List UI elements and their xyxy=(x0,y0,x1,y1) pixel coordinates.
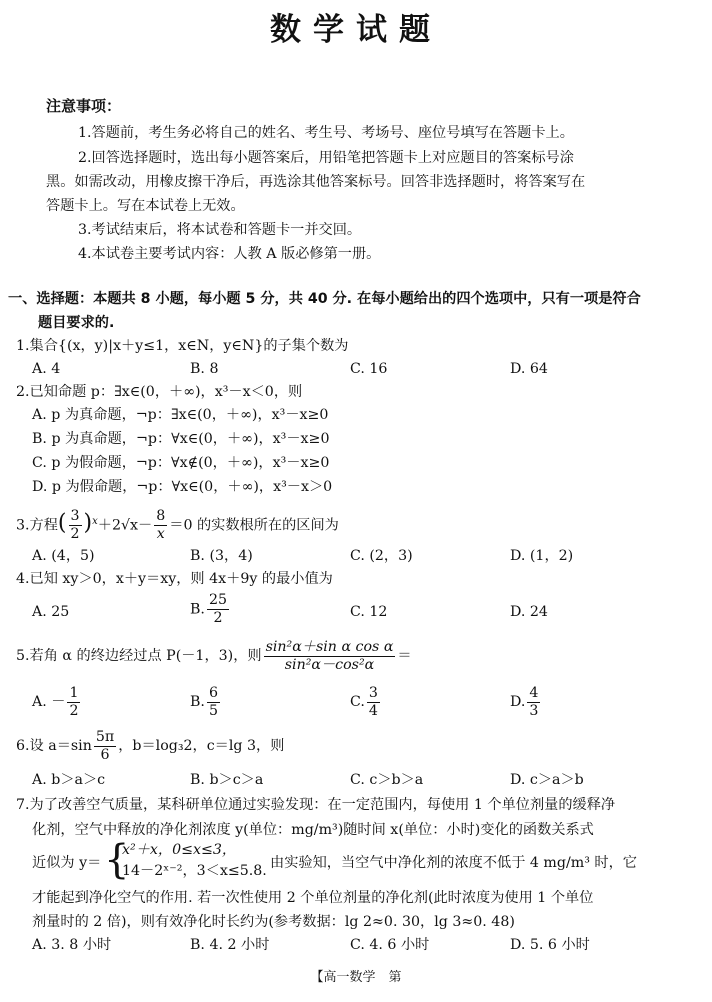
q4-option-c: C. 12 xyxy=(350,604,388,620)
q3-option-a: A. (4，5) xyxy=(32,548,95,564)
section-heading: 一、选择题：本题共 8 小题，每小题 5 分，共 40 分. 在每小题给出的四个选项中，只有一项是符合 xyxy=(8,291,641,307)
question-7-line-2: 化剂，空气中释放的净化剂浓度 y(单位：mg/m³)随时间 x(单位：小时)变化的函数关系式 xyxy=(32,822,594,838)
q6-option-b: B. b＞c＞a xyxy=(190,772,264,788)
question-7-line-5: 剂量时的 2 倍)，则有效净化时长约为(参考数据：lg 2≈0. 30，lg 3≈0. 48) xyxy=(32,914,515,930)
notice-item-2-cont2: 答题卡上。写在本试卷上无效。 xyxy=(46,198,245,214)
q2-option-b: B. p 为真命题，¬p：∀x∈(0，＋∞)，x³－x≥0 xyxy=(32,431,330,447)
question-5-stem: 5.若角 α 的终边经过点 P(－1，3)，则 $\frac{\text{sin²α＋sin α cos α}}{\text{sin²α－cos²α}}$ ＝ xyxy=(16,638,412,673)
question-3-stem: 3.方程( $\frac{3}{2}$ )$^x$＋2√x－ $\frac{8}{x}$ ＝0 的实数根所在的区间为 xyxy=(16,508,339,543)
question-2-stem: 2.已知命题 p：∃x∈(0，＋∞)，x³－x＜0，则 xyxy=(16,384,303,400)
q3-option-d: D. (1，2) xyxy=(510,548,574,564)
q3-middle: ＋2√x－ xyxy=(97,517,153,534)
q5-option-d: D. $\frac{4}{3}$ xyxy=(510,684,539,719)
page-footer: 【高一数学 第 xyxy=(310,970,402,985)
notice-item-3: 3.考试结束后，将本试卷和答题卡一并交回。 xyxy=(78,222,362,238)
q3-option-c: C. (2，3) xyxy=(350,548,413,564)
q3-exponent: x xyxy=(92,516,98,527)
q5-option-a: A. － $\frac{1}{2}$ xyxy=(32,684,79,719)
q6-option-d: D. c＞a＞b xyxy=(510,772,584,788)
q3-suffix: ＝0 的实数根所在的区间为 xyxy=(169,517,339,534)
q1-option-d: D. 64 xyxy=(510,361,548,377)
q3-base-fraction: $\frac{3}{2}$ xyxy=(70,508,80,543)
q3-option-b: B. (3，4) xyxy=(190,548,253,564)
piecewise-brace: { xyxy=(104,837,130,883)
notice-item-1: 1.答题前，考生务必将自己的姓名、考生号、考场号、座位号填写在答题卡上。 xyxy=(78,125,574,141)
question-7-line-4: 才能起到净化空气的作用. 若一次性使用 2 个单位剂量的净化剂(此时浓度为使用 1 个单位 xyxy=(32,890,594,906)
q5-fraction: $\frac{\text{sin²α＋sin α cos α}}{\text{sin²α－cos²α}}$ xyxy=(265,638,394,673)
q7-option-d: D. 5. 6 小时 xyxy=(510,937,590,953)
q7-option-c: C. 4. 6 小时 xyxy=(350,937,430,953)
q7-option-a: A. 3. 8 小时 xyxy=(32,937,112,953)
q4-option-d: D. 24 xyxy=(510,604,548,620)
q6-option-c: C. c＞b＞a xyxy=(350,772,424,788)
q5-option-c: C. $\frac{3}{4}$ xyxy=(350,684,378,719)
q7-option-b: B. 4. 2 小时 xyxy=(190,937,270,953)
page-title: 数学试题 xyxy=(270,12,442,48)
piecewise-case-2: 14－2ˣ⁻²，3＜x≤5.8. xyxy=(122,863,267,879)
notice-item-4: 4.本试卷主要考试内容：人教 A 版必修第一册。 xyxy=(78,246,381,262)
piecewise-case-1: x²＋x，0≤x≤3， xyxy=(122,842,237,858)
section-heading-cont: 题目要求的. xyxy=(38,315,115,331)
q1-option-a: A. 4 xyxy=(32,361,61,377)
notice-item-2-cont: 黑。如需改动，用橡皮擦干净后，再选涂其他答案标号。回答非选择题时，将答案写在 xyxy=(46,174,586,190)
question-4-stem: 4.已知 xy＞0，x＋y＝xy，则 4x＋9y 的最小值为 xyxy=(16,571,333,587)
q2-option-c: C. p 为假命题，¬p：∀x∉(0，＋∞)，x³－x≥0 xyxy=(32,455,330,471)
question-7-line-3: 由实验知，当空气中净化剂的浓度不低于 4 mg/m³ 时，它 xyxy=(270,855,637,871)
notice-heading: 注意事项： xyxy=(46,97,122,115)
q3-prefix: 3.方程 xyxy=(16,517,58,534)
q2-option-a: A. p 为真命题，¬p：∃x∈(0，＋∞)，x³－x≥0 xyxy=(32,407,329,423)
question-1-stem: 1.集合{(x，y)|x＋y≤1，x∈N，y∈N}的子集个数为 xyxy=(16,338,349,354)
q2-option-d: D. p 为假命题，¬p：∀x∈(0，＋∞)，x³－x＞0 xyxy=(32,479,333,495)
q4-option-a: A. 25 xyxy=(32,604,70,620)
q3-fraction: $\frac{8}{x}$ xyxy=(156,508,166,543)
q4-option-b: B. $\frac{25}{2}$ xyxy=(190,592,227,626)
question-7-approx: 近似为 y＝ xyxy=(32,855,102,871)
q5-option-b: B. $\frac{6}{5}$ xyxy=(190,684,218,719)
q1-option-b: B. 8 xyxy=(190,361,219,377)
question-7-line-1: 7.为了改善空气质量，某科研单位通过实验发现：在一定范围内，每使用 1 个单位剂量的缓释净 xyxy=(16,797,616,813)
q6-fraction: $\frac{5\pi}{6}$ xyxy=(95,728,115,763)
question-6-stem: 6.设 a＝sin $\frac{5\pi}{6}$ ，b＝log₃2，c＝lg 3，则 xyxy=(16,728,285,763)
q6-option-a: A. b＞a＞c xyxy=(32,772,106,788)
q1-option-c: C. 16 xyxy=(350,361,388,377)
notice-item-2: 2.回答选择题时，选出每小题答案后，用铅笔把答题卡上对应题目的答案标号涂 xyxy=(78,150,574,166)
